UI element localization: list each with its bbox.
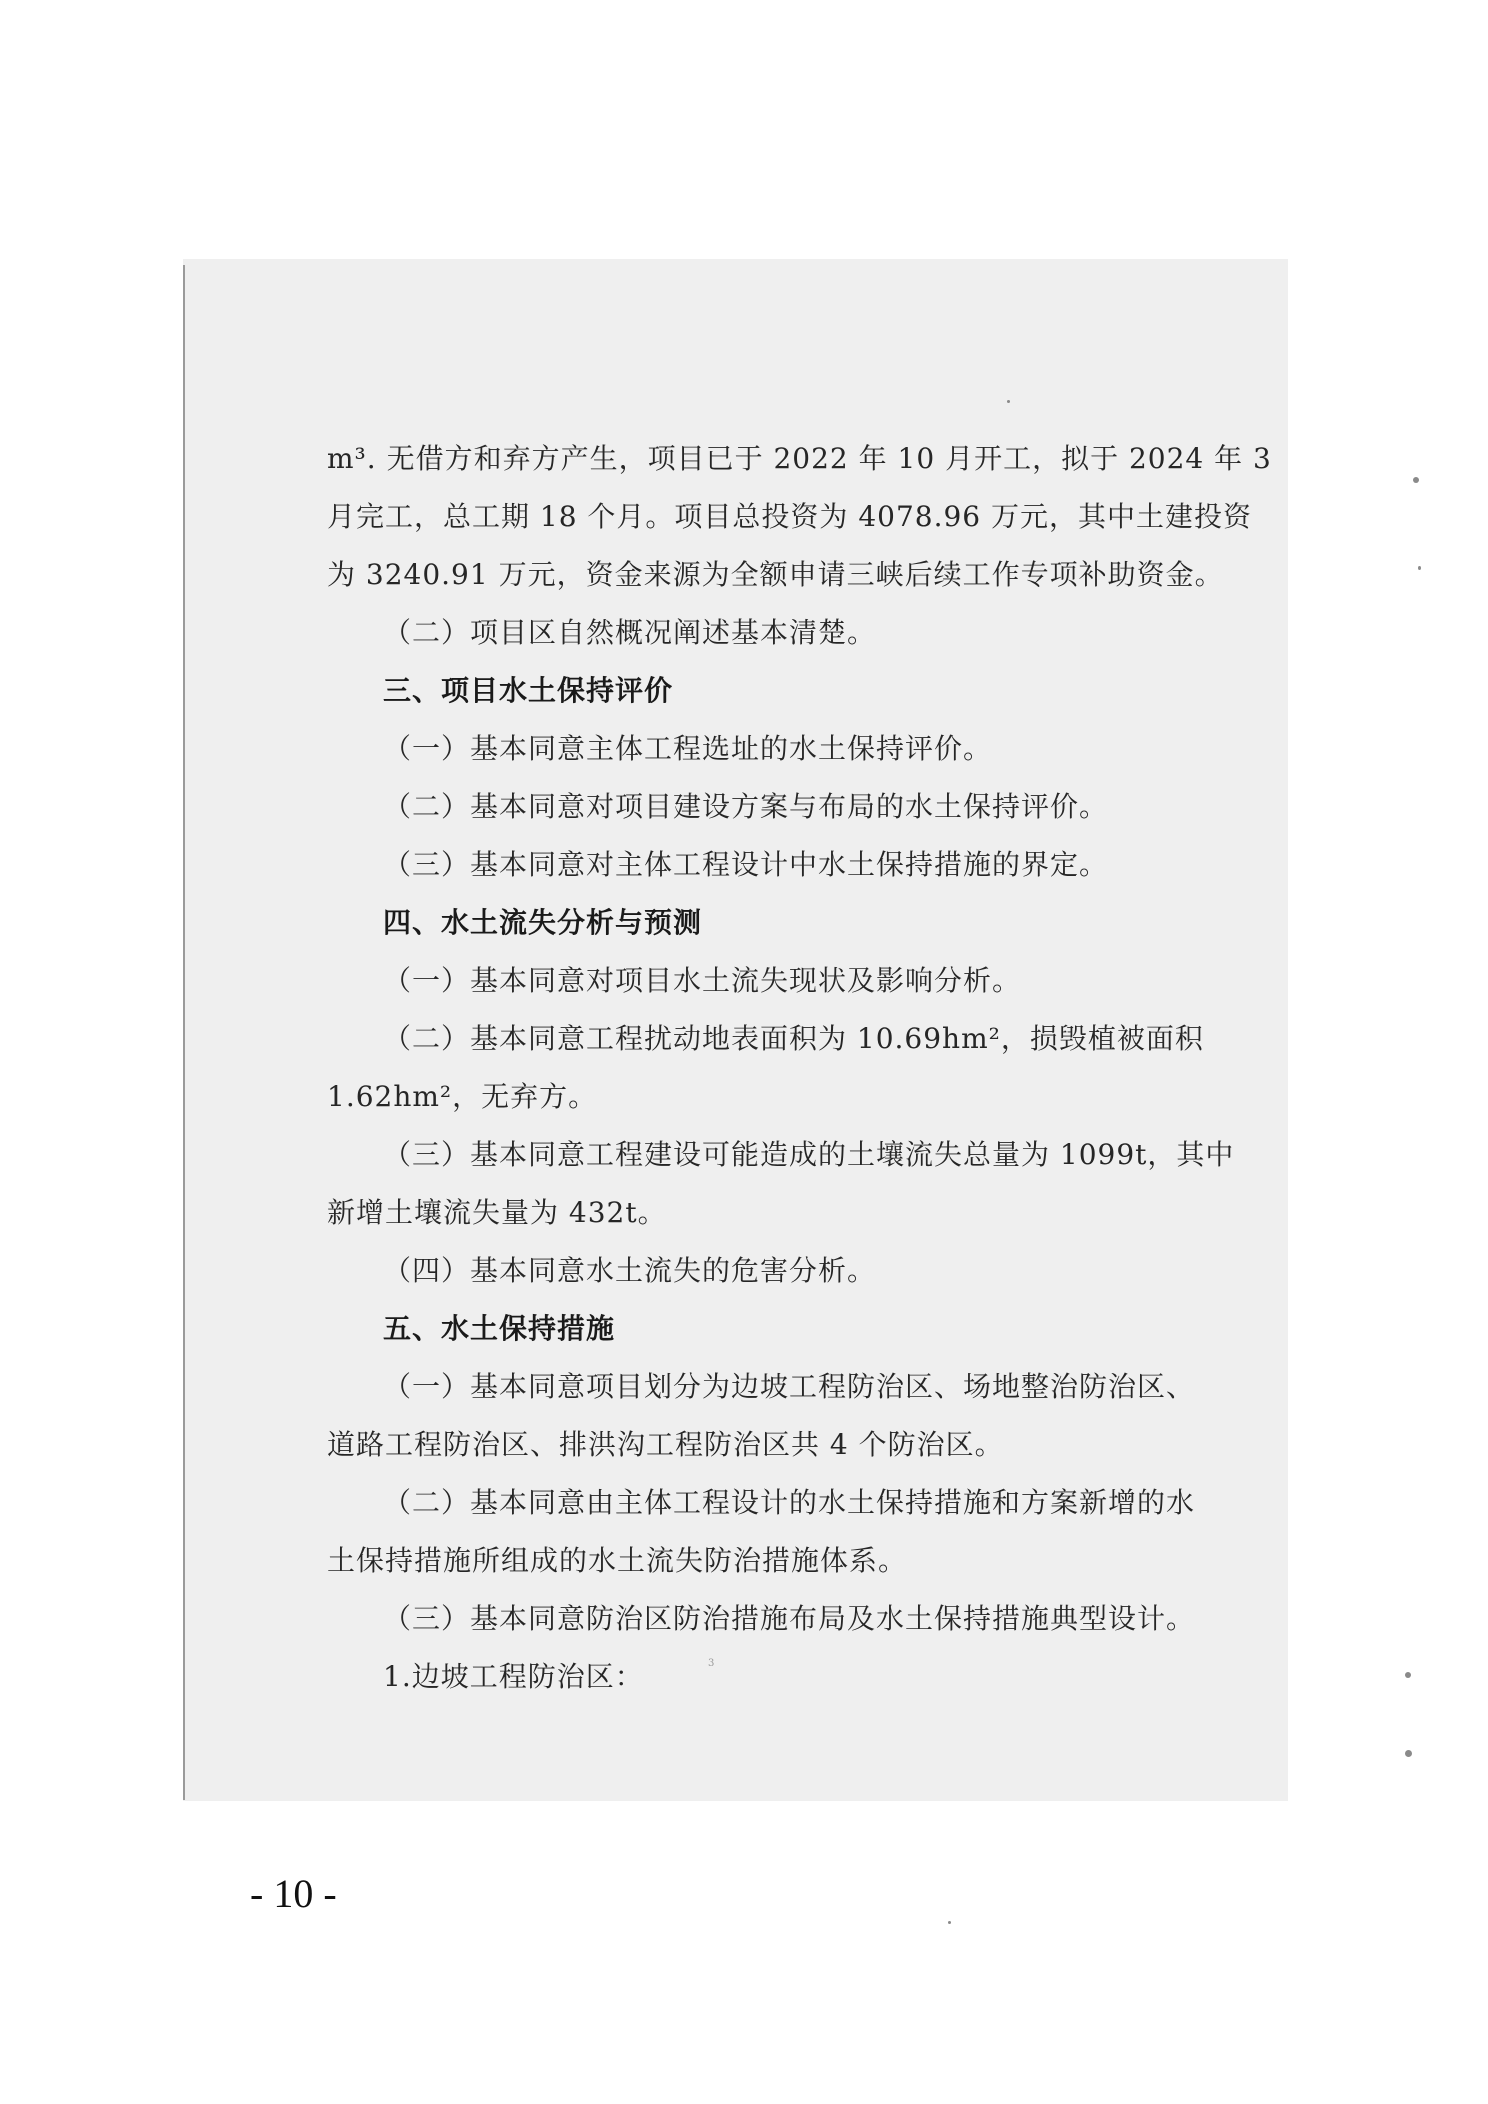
body-text-line: （三）基本同意对主体工程设计中水土保持措施的界定。 bbox=[383, 848, 1109, 881]
scan-speck bbox=[1405, 1750, 1412, 1757]
body-text-line: （一）基本同意主体工程选址的水土保持评价。 bbox=[383, 732, 993, 765]
body-text-line: （三）基本同意防治区防治措施布局及水土保持措施典型设计。 bbox=[383, 1602, 1196, 1635]
body-text-line: 1.62hm²，无弃方。 bbox=[327, 1080, 598, 1113]
body-text-line: 新增土壤流失量为 432t。 bbox=[327, 1196, 667, 1229]
section-heading: 五、水土保持措施 bbox=[383, 1312, 616, 1345]
body-text-line: （二）项目区自然概况阐述基本清楚。 bbox=[383, 616, 877, 649]
body-text-line: 月完工，总工期 18 个月。项目总投资为 4078.96 万元，其中土建投资 bbox=[327, 500, 1253, 533]
section-heading: 四、水土流失分析与预测 bbox=[383, 906, 703, 939]
scan-speck bbox=[1007, 400, 1010, 403]
body-text-line: （一）基本同意对项目水土流失现状及影响分析。 bbox=[383, 964, 1022, 997]
body-text-line: 为 3240.91 万元，资金来源为全额申请三峡后续工作专项补助资金。 bbox=[327, 558, 1224, 591]
inner-page-mark: 3 bbox=[708, 1658, 715, 1669]
scan-speck bbox=[1418, 566, 1421, 570]
body-text-line: （二）基本同意由主体工程设计的水土保持措施和方案新增的水 bbox=[383, 1486, 1196, 1519]
scan-left-edge bbox=[183, 265, 185, 1800]
body-text-line: 1.边坡工程防治区： bbox=[383, 1660, 644, 1693]
body-text-line: （三）基本同意工程建设可能造成的土壤流失总量为 1099t，其中 bbox=[383, 1138, 1235, 1171]
scan-speck bbox=[948, 1921, 951, 1924]
scan-speck bbox=[1413, 477, 1419, 483]
page-number: - 10 - bbox=[250, 1871, 337, 1916]
scan-speck bbox=[1405, 1672, 1411, 1678]
body-text-line: （四）基本同意水土流失的危害分析。 bbox=[383, 1254, 877, 1287]
body-text-line: 土保持措施所组成的水土流失防治措施体系。 bbox=[327, 1544, 908, 1577]
body-text-line: m³. 无借方和弃方产生，项目已于 2022 年 10 月开工，拟于 2024 年 3 bbox=[327, 442, 1272, 475]
body-text-line: （一）基本同意项目划分为边坡工程防治区、场地整治防治区、 bbox=[383, 1370, 1196, 1403]
body-text-line: （二）基本同意对项目建设方案与布局的水土保持评价。 bbox=[383, 790, 1109, 823]
document-body bbox=[327, 442, 1272, 1720]
body-text-line: （二）基本同意工程扰动地表面积为 10.69hm²，损毁植被面积 bbox=[383, 1022, 1204, 1055]
body-text-line: 道路工程防治区、排洪沟工程防治区共 4 个防治区。 bbox=[327, 1428, 1004, 1461]
section-heading: 三、项目水土保持评价 bbox=[383, 674, 674, 707]
